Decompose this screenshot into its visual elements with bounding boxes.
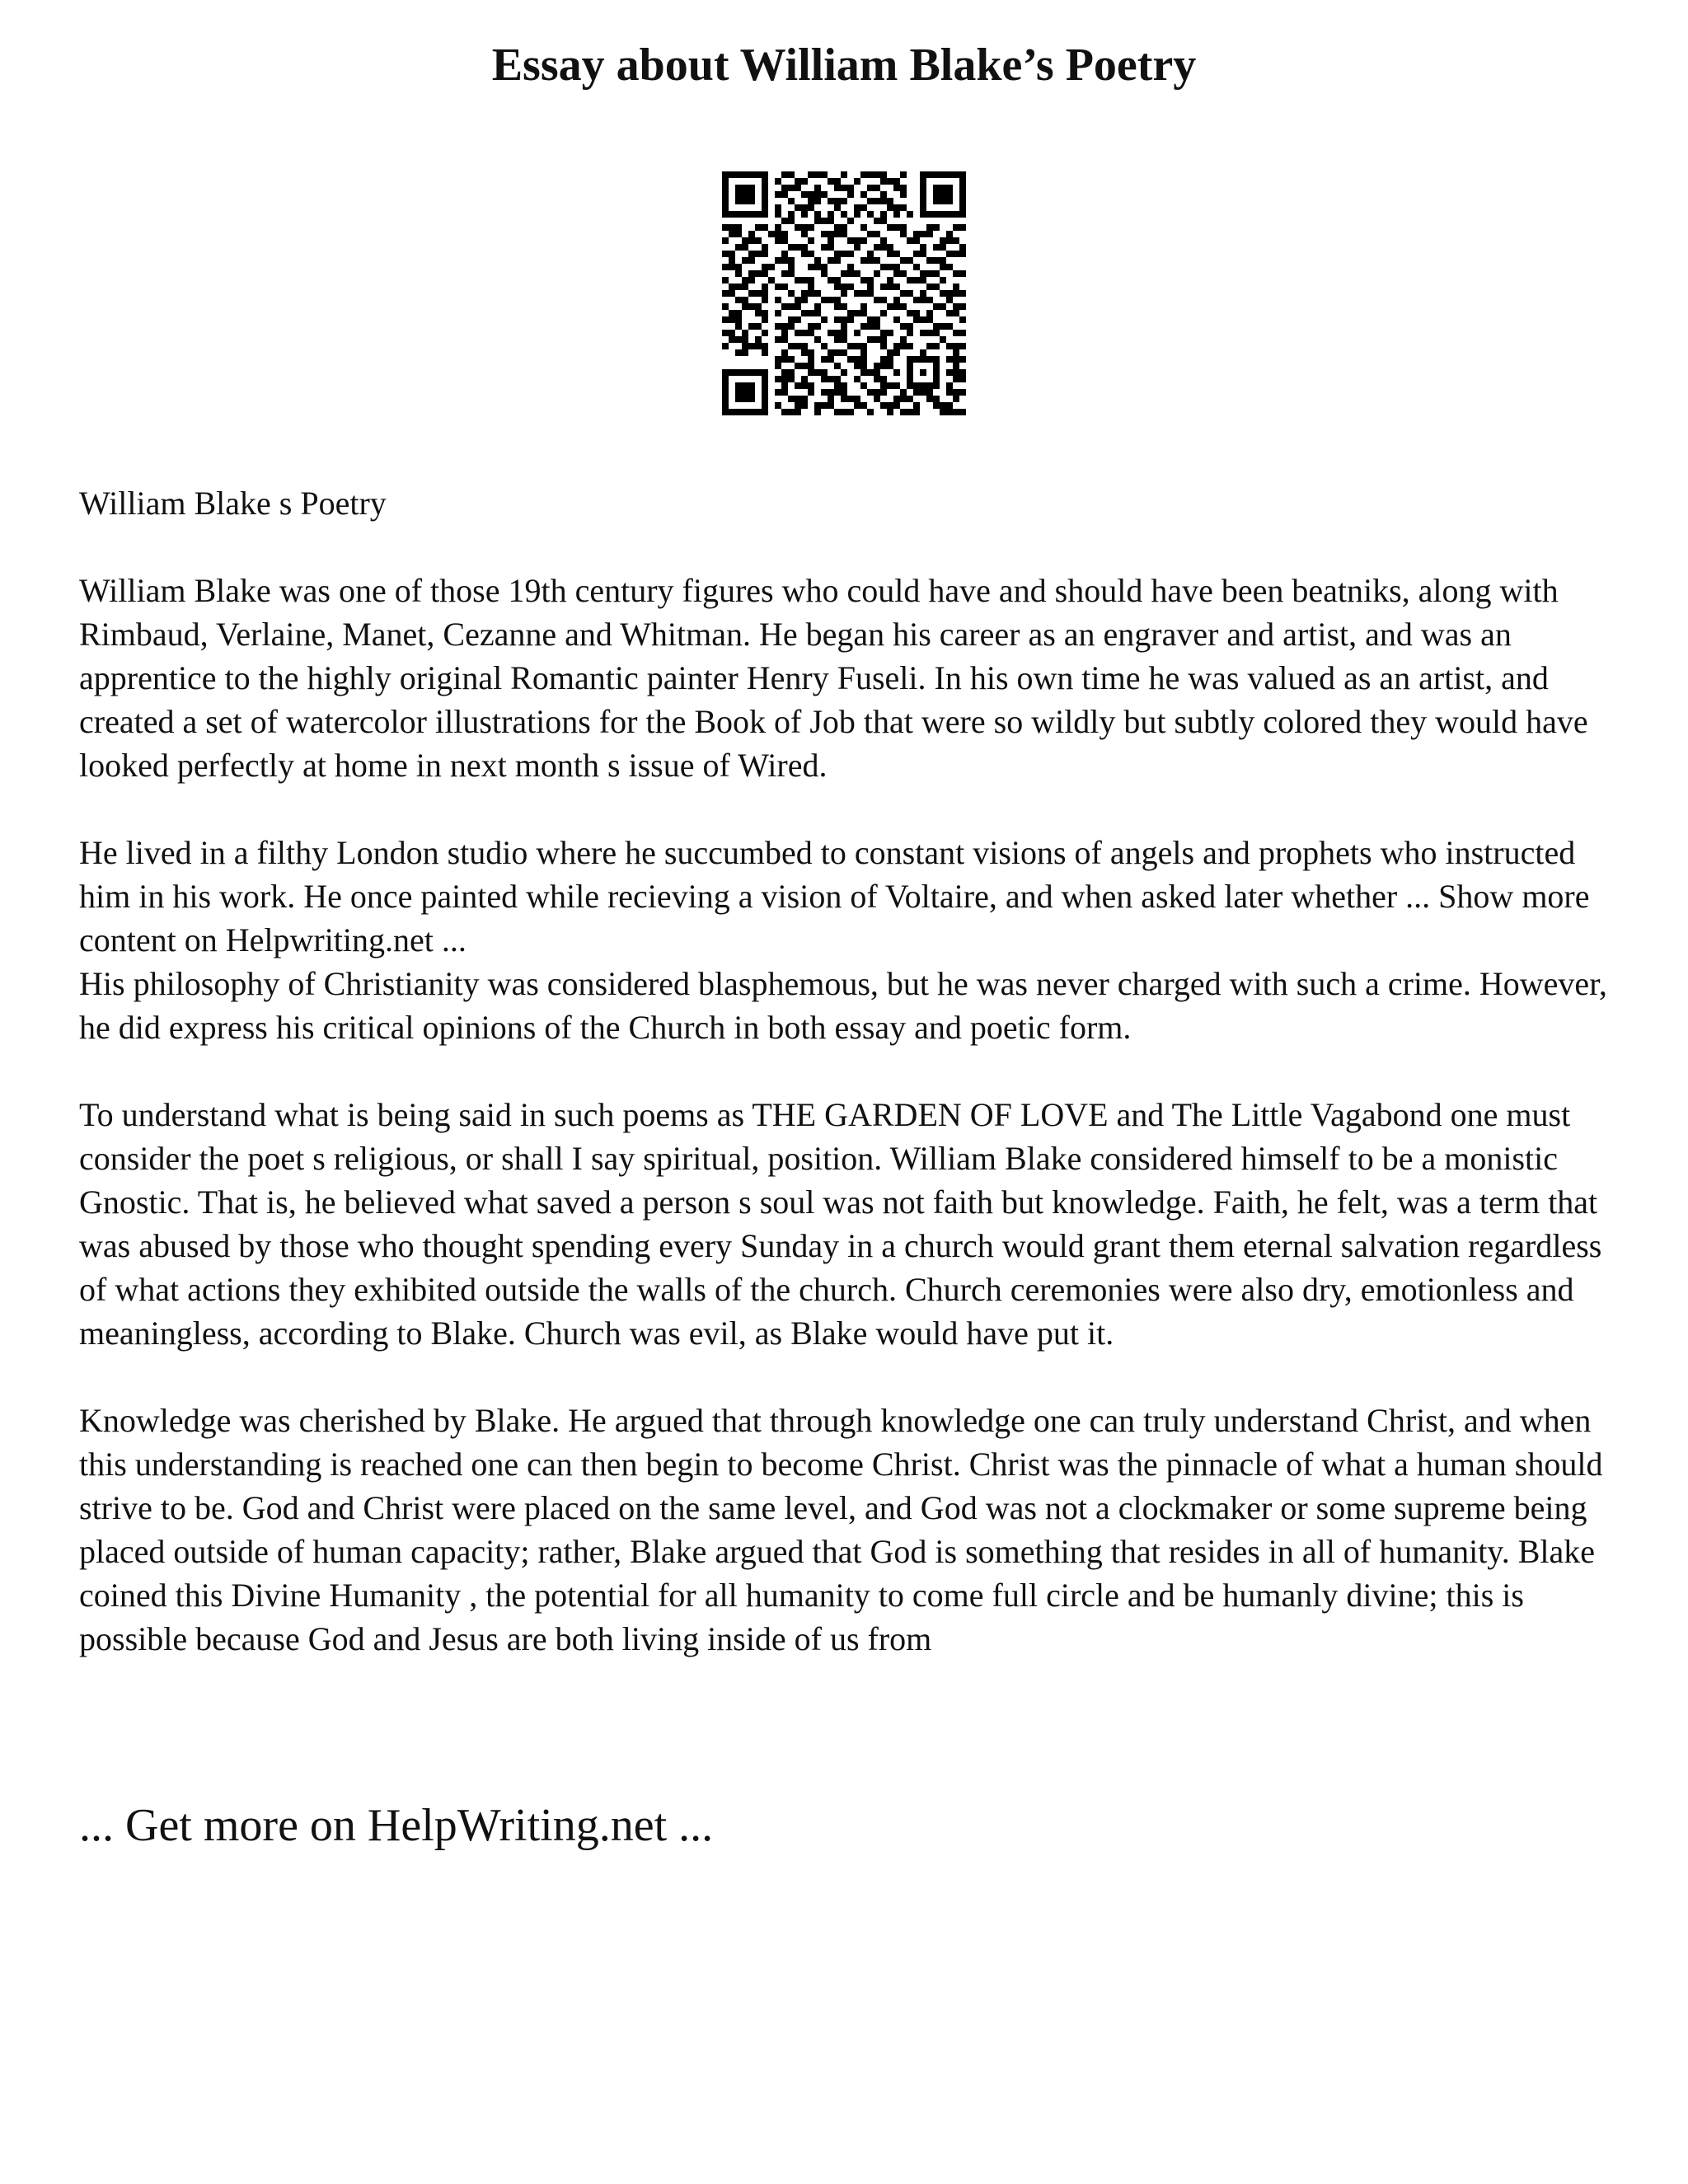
essay-body xyxy=(79,481,1629,1661)
paragraph-1: William Blake was one of those 19th century figures who could have and should have been beatniks, along with Rimbaud, Verlaine, Manet, Cezanne and Whitman. He began his career as an engraver and artist, and was an apprentice to the highly original Romantic painter Henry Fuseli. In his own time he was valued as an artist, and created a set of watercolor illustrations for the Book of Job that were so wildly but subtly colored they would have looked perfectly at home in next month s issue of Wired. xyxy=(79,572,1588,784)
paragraph-5: Knowledge was cherished by Blake. He argued that through knowledge one can truly understand Christ, and when this understanding is reached one can then begin to become Christ. Christ was the pinnacle of what a human should strive to be. God and Christ were placed on the same level, and God was not a clockmaker or some supreme being placed outside of human capacity; rather, Blake argued that God is something that resides in all of humanity. Blake coined this Divine Humanity , the potential for all humanity to come full circle and be humanly divine; this is possible because God and Jesus are both living inside of us from xyxy=(79,1402,1603,1657)
paragraph-gap xyxy=(79,1049,1629,1093)
paragraph-2: He lived in a filthy London studio where he succumbed to constant visions of angels and prophets who instructed him in his work. He once painted while recieving a vision of Voltaire, and when asked later whether ... Show more content on Helpwriting.net ... xyxy=(79,834,1590,958)
get-more-link[interactable]: ... Get more on HelpWriting.net ... xyxy=(79,1800,714,1851)
paragraph-gap xyxy=(79,1355,1629,1399)
paragraph-3: His philosophy of Christianity was considered blasphemous, but he was never charged with such a crime. However, he did express his critical opinions of the Church in both essay and poetic form. xyxy=(79,965,1607,1046)
qr-code xyxy=(722,171,966,415)
essay-subtitle: William Blake s Poetry xyxy=(79,485,387,522)
page-title: Essay about William Blake’s Poetry xyxy=(491,40,1197,91)
paragraph-gap xyxy=(79,787,1629,831)
paragraph-4: To understand what is being said in such poems as THE GARDEN OF LOVE and The Little Vagabond one must consider the poet s religious, or shall I say spiritual, position. William Blake considered himself to be a monistic Gnostic. That is, he believed what saved a person s soul was not faith but knowledge. Faith, he felt, was a term that was abused by those who thought spending every Sunday in a church would grant them eternal salvation regardless of what actions they exhibited outside the walls of the church. Church ceremonies were also dry, emotionless and meaningless, according to Blake. Church was evil, as Blake would have put it. xyxy=(79,1096,1602,1352)
paragraph-gap xyxy=(79,525,1629,569)
